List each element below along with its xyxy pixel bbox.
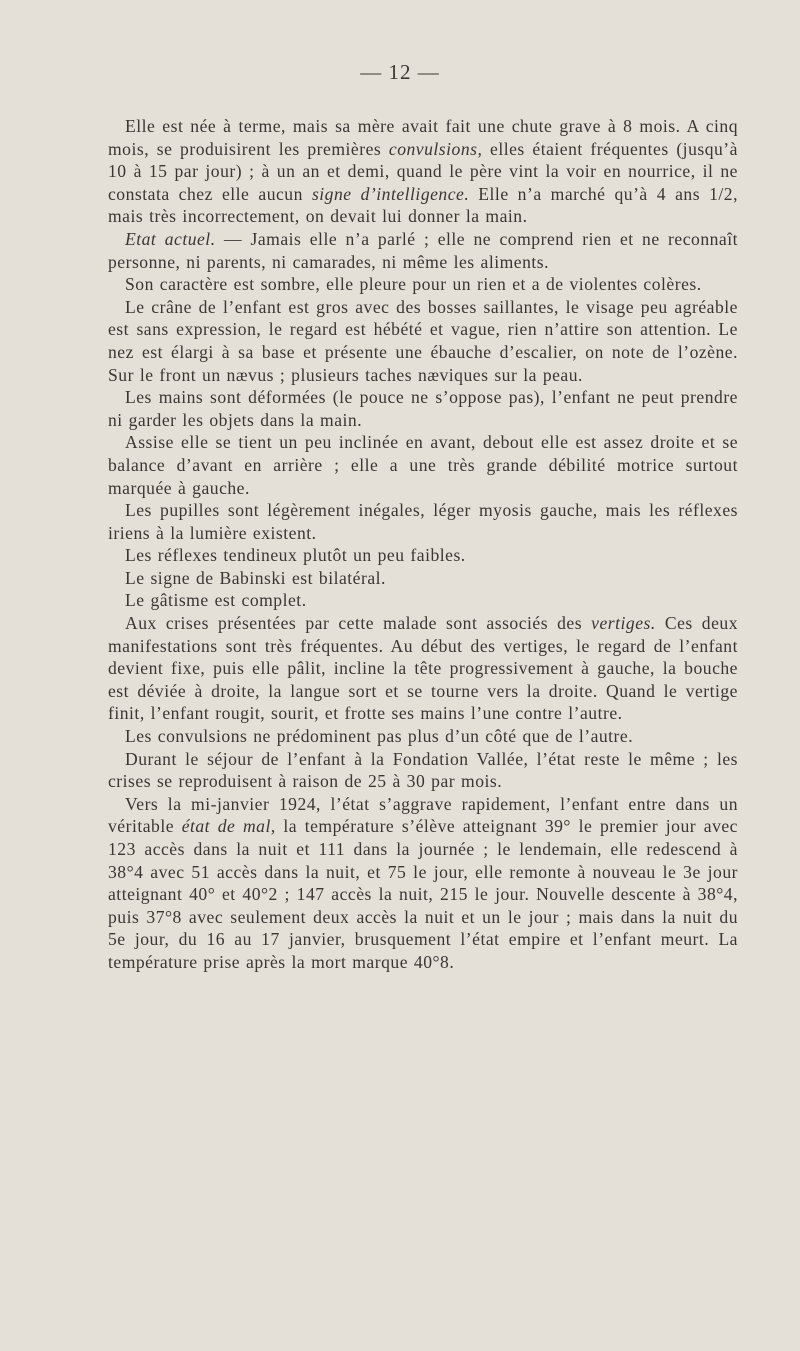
text-run: elles étaient fréquentes (jusqu’à 10 à 15 par jour) ; à un an et demi, quand le père vint la voir en nourrice, il ne constata chez elle aucun [108, 138, 738, 204]
body-text [108, 115, 738, 974]
paragraph [108, 115, 738, 228]
text-run: Assise elle se tient un peu inclinée en avant, debout elle est assez droite et se balance d’avant en arrière ; elle a une très grande débilité motrice surtout marquée à gauche. [108, 432, 738, 498]
text-run: Les réflexes tendineux plutôt un peu faibles. [125, 545, 466, 566]
italic-text: convulsions, [388, 138, 483, 159]
paragraph [108, 544, 738, 567]
paragraph [108, 273, 738, 296]
paragraph [108, 567, 738, 590]
text-run: Le crâne de l’enfant est gros avec des bosses saillantes, le visage peu agréable est sans expression, le regard est hébété et vague, rien n’attire son attention. Le nez est élargi à sa base et présente une ébauche d’escalier, on note de l’ozène. Sur le front un nævus ; plusieurs taches næviques sur la peau. [108, 296, 738, 385]
paragraph [108, 748, 738, 793]
text-run: Elle est née à terme, mais sa mère avait fait une chute grave à 8 mois. A cinq mois, se produisirent les premières [108, 116, 738, 159]
text-run: la température s’élève atteignant 39° le premier jour avec 123 accès dans la nuit et 111 dans la journée ; le lendemain, elle redescend à 38°4 avec 51 accès dans la nuit, et 75 le jour, elle remonte à nouveau le 3e jour atteignant 40° et 40°2 ; 147 accès la nuit, 215 le jour. Nouvelle descente à 38°4, puis 37°8 avec seulement deux accès la nuit et un le jour ; mais dans la nuit du 5e jour, du 16 au 17 janvier, brusquement l’état empire et l’enfant meurt. La température prise après la mort marque 40°8. [108, 816, 738, 972]
text-run: Les pupilles sont légèrement inégales, léger myosis gauche, mais les réflexes iriens à la lumière existent. [108, 500, 738, 543]
text-run: Le gâtisme est complet. [125, 590, 307, 611]
paragraph [108, 228, 738, 273]
italic-text: état de mal, [181, 816, 276, 837]
text-run: Vers la mi-janvier 1924, l’état s’aggrave rapidement, l’enfant entre dans un véritable [108, 793, 738, 837]
text-run: — Jamais elle n’a parlé ; elle ne comprend rien et ne reconnaît personne, ni parents, ni camarades, ni même les aliments. [108, 228, 739, 272]
paragraph [108, 793, 738, 974]
text-run: Les mains sont déformées (le pouce ne s’oppose pas), l’enfant ne peut prendre ni garder les objets dans la main. [108, 387, 738, 430]
text-run: Ces deux manifestations sont très fréquentes. Au début des vertiges, le regard de l’enfant devient fixe, puis elle pâlit, incline la tête progressivement à gauche, la bouche est déviée à droite, la langue sort et se tourne vers la droite. Quand le vertige finit, l’enfant rougit, sourit, et frotte ses mains l’une contre l’autre. [108, 613, 738, 724]
italic-text: Etat actuel. [125, 228, 216, 249]
italic-text: vertiges. [591, 613, 656, 634]
text-run: Elle n’a marché qu’à 4 ans 1/2, mais très incorrectement, on devait lui donner la main. [108, 183, 738, 227]
text-run: Son caractère est sombre, elle pleure pour un rien et a de violentes colères. [125, 274, 702, 295]
paragraph [108, 499, 738, 544]
text-run: Durant le séjour de l’enfant à la Fondation Vallée, l’état reste le même ; les crises se reproduisent à raison de 25 à 30 par mois. [108, 748, 738, 792]
text-run: Aux crises présentées par cette malade sont associés des [125, 613, 592, 634]
italic-text: signe d’intelligence. [311, 183, 470, 204]
paragraph [108, 296, 738, 386]
paragraph [108, 589, 738, 612]
paragraph [108, 386, 738, 431]
page-number: — 12 — [360, 60, 440, 84]
text-run: Les convulsions ne prédominent pas plus d’un côté que de l’autre. [125, 726, 634, 747]
paragraph [108, 725, 738, 748]
paragraph [108, 431, 738, 499]
paragraph [108, 612, 738, 725]
text-run: Le signe de Babinski est bilatéral. [125, 567, 386, 588]
